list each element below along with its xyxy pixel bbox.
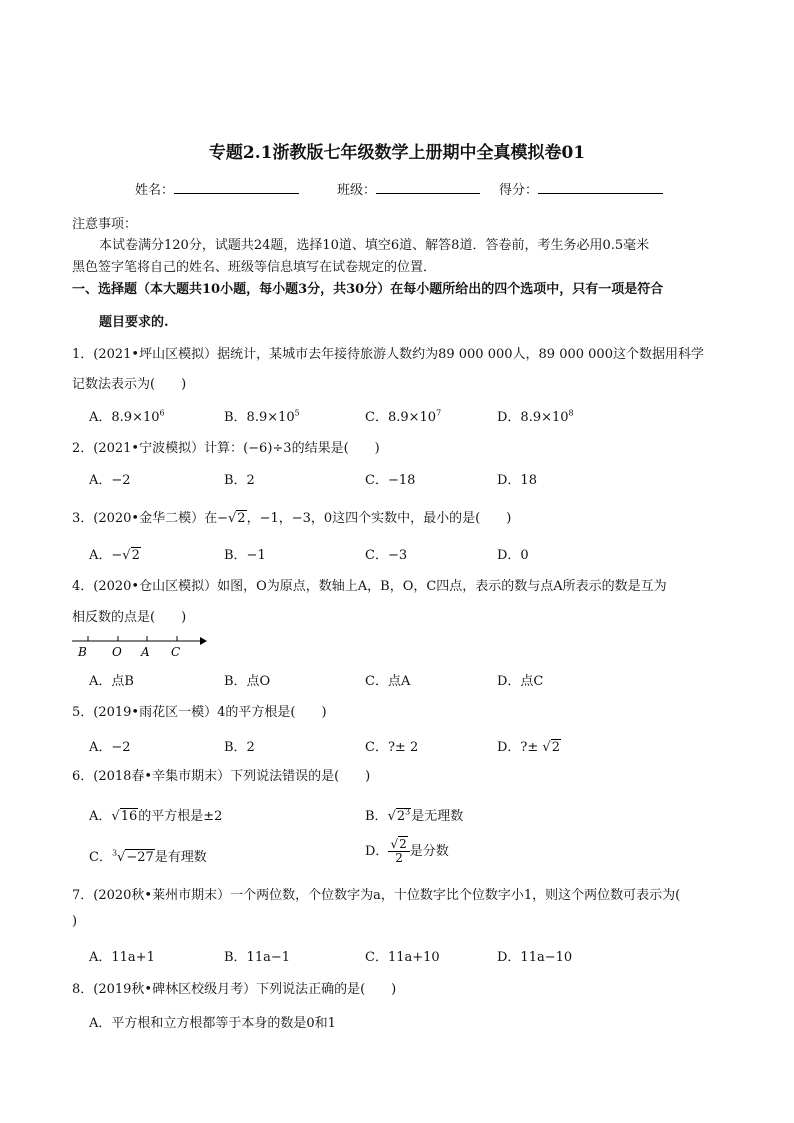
score-blank <box>538 180 663 194</box>
notes-line-2: 黑色签字笔将自己的姓名、班级等信息填写在试卷规定的位置． <box>72 260 437 275</box>
q4-stem-1: 4．(2020•仓山区模拟）如图，O为原点，数轴上A，B，O，C四点，表示的数与点A所表示的数是互为 <box>72 579 667 594</box>
q5-option-c: C．?± 2 <box>365 740 419 755</box>
q7-stem-2: ) <box>72 914 78 929</box>
section1-line-1: 一、选择题（本大题共10小题，每小题3分，共30分）在每小题所给出的四个选项中，只有一项是符合 <box>72 282 664 297</box>
q6-option-c: C．$^3$√−27是有理数 <box>89 848 207 865</box>
axis-label-o: O <box>112 645 122 659</box>
q5-option-d: D．?± √2 <box>497 740 560 755</box>
q7-option-a: A．11a+1 <box>89 950 155 965</box>
q1-option-a: A．$8.9\times 10^6$ <box>89 408 165 425</box>
q2-option-d: D．18 <box>497 473 537 488</box>
notes-heading: 注意事项： <box>72 217 138 232</box>
q7-option-c: C．11a+10 <box>365 950 440 965</box>
q1-stem-2: 记数法表示为( ) <box>72 377 187 392</box>
q4-option-a: A．点B <box>89 674 134 689</box>
q3-stem: 3．(2020•金华二模）在−√2，−1，−3，0这四个实数中，最小的是( ) <box>72 511 512 526</box>
q3-option-b: B．−1 <box>224 548 266 563</box>
class-field <box>337 179 480 198</box>
q2-option-c: C．−18 <box>365 473 416 488</box>
q1-option-b: B．$8.9\times 10^5$ <box>224 408 300 425</box>
class-blank <box>376 180 480 194</box>
q7-option-d: D．11a−10 <box>497 950 573 965</box>
number-line-arrow <box>200 637 207 645</box>
q4-option-b: B．点O <box>224 674 271 689</box>
q6-stem: 6．(2018春•辛集市期末）下列说法错误的是( ) <box>72 769 371 784</box>
q6-option-a: A．√16的平方根是±2 <box>89 809 223 824</box>
q3-option-a: A．−√2 <box>89 548 140 563</box>
q1-stem-1: 1．(2021•坪山区模拟）据统计，某城市去年接待旅游人数约为89 000 000人，89 000 000这个数据用科学 <box>72 347 704 362</box>
name-label: 姓名： <box>135 183 175 198</box>
axis-label-a: A <box>141 645 150 659</box>
q7-stem-1: 7．(2020秋•莱州市期末）一个两位数，个位数字为a，十位数字比个位数字小1，则这个两位数可表示为( <box>72 888 681 903</box>
section1-line-2: 题目要求的. <box>99 315 169 330</box>
q3-option-c: C．−3 <box>365 548 408 563</box>
class-label: 班级： <box>337 183 377 198</box>
q4-stem-2: 相反数的点是( ) <box>72 610 187 625</box>
notes-line-1: 本试卷满分120分，试题共24题，选择10道、填空6道、解答8道．答卷前，考生务必用0.5毫米 <box>99 238 650 253</box>
q1-option-d: D．$8.9\times 10^8$ <box>497 408 574 425</box>
q1-option-c: C．$8.9\times 10^7$ <box>365 408 442 425</box>
q2-stem: 2．(2021•宁波模拟）计算：(−6)÷3的结果是( ) <box>72 441 380 456</box>
axis-label-b: B <box>78 645 87 659</box>
q4-option-d: D．点C <box>497 674 544 689</box>
q7-option-b: B．11a−1 <box>224 950 291 965</box>
q2-option-a: A．−2 <box>89 473 131 488</box>
q4-option-c: C．点A <box>365 674 411 689</box>
q5-option-b: B．2 <box>224 740 255 755</box>
name-field <box>135 179 299 198</box>
q3-option-d: D．0 <box>497 548 529 563</box>
q5-stem: 5．(2019•雨花区一模）4的平方根是( ) <box>72 705 327 720</box>
q8-stem: 8．(2019秋•碑林区校级月考）下列说法正确的是( ) <box>72 982 397 997</box>
axis-label-c: C <box>171 645 181 659</box>
score-label: 得分： <box>499 183 539 198</box>
number-line-figure <box>70 632 210 660</box>
q2-option-b: B．2 <box>224 473 255 488</box>
page-title: 专题2.1浙教版七年级数学上册期中全真模拟卷01 <box>208 143 586 163</box>
q5-option-a: A．−2 <box>89 740 131 755</box>
q8-option-a: A．平方根和立方根都等于本身的数是0和1 <box>89 1016 336 1031</box>
name-blank <box>174 180 299 194</box>
q6-option-b: B．$√2^3$是无理数 <box>365 807 464 824</box>
score-field <box>499 179 663 198</box>
q6-option-d: D． $\frac{√2}{2}$是分数 <box>365 837 449 865</box>
